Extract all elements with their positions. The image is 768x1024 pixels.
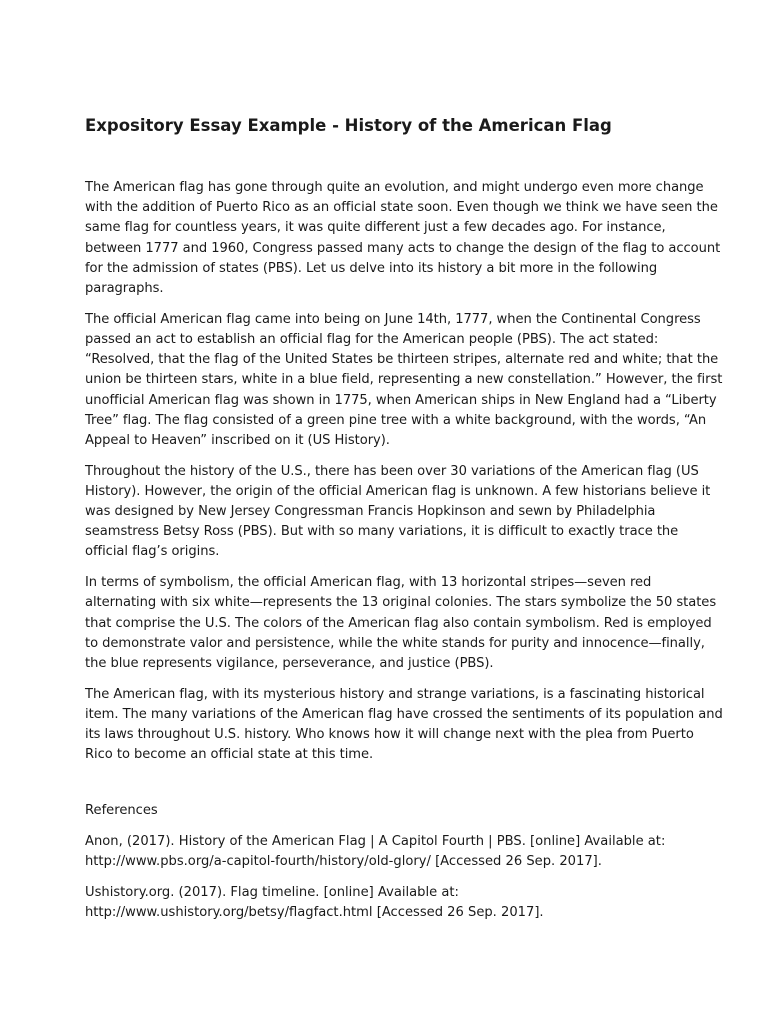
references-heading: References bbox=[85, 803, 158, 818]
paragraph-origin: The official American flag came into being on June 14th, 1777, when the Continental Congress passed an act to establish an official flag for the American people (PBS). The act stated: “Resolved, that the flag of the United States be thirteen stripes, alternate red and white; that the union be thirteen stars, white in a blue field, representing a new constellation.” However, the first unofficial American flag was shown in 1775, when American ships in New England had a “Liberty Tree” flag. The flag consisted of a green pine tree with a white background, with the words, “An Appeal to Heaven” inscribed on it (US History). bbox=[85, 311, 723, 448]
paragraph-variations: Throughout the history of the U.S., there has been over 30 variations of the American flag (US History). However, the origin of the official American flag is unknown. A few historians believe it was designed by New Jersey Congressman Francis Hopkinson and sewn by Philadelphia seamstress Betsy Ross (PBS). But with so many variations, it is difficult to exactly trace the official flag’s origins. bbox=[85, 463, 711, 560]
reference-url: http://www.ushistory.org/betsy/flagfact.html [Accessed 26 Sep. 2017]. bbox=[85, 905, 544, 921]
references-list bbox=[85, 832, 725, 934]
paragraph-conclusion: The American flag, with its mysterious history and strange variations, is a fascinating historical item. The many variations of the American flag have crossed the sentiments of its population and its laws throughout U.S. history. Who knows how it will change next with the plea from Puerto Rico to become an official state at this time. bbox=[85, 686, 723, 763]
paragraph-symbolism: In terms of symbolism, the official American flag, with 13 horizontal stripes—seven red alternating with six white—represents the 13 original colonies. The stars symbolize the 50 states that comprise the U.S. The colors of the American flag also contain symbolism. Red is employed to demonstrate valor and persistence, while the white stands for purity and innocence—finally, the blue represents vigilance, perseverance, and justice (PBS). bbox=[85, 575, 717, 671]
essay-body bbox=[85, 178, 725, 776]
reference-item bbox=[85, 832, 725, 872]
paragraph-intro: The American flag has gone through quite an evolution, and might undergo even more change with the addition of Puerto Rico as an official state soon. Even though we think we have seen the same flag for countless years, it was quite different just a few decades ago. For instance, between 1777 and 1960, Congress passed many acts to change the design of the flag to account for the admission of states (PBS). Let us delve into its history a bit more in the following paragraphs. bbox=[85, 180, 721, 297]
document-title: Expository Essay Example - History of the American Flag bbox=[85, 116, 612, 135]
reference-citation: Anon, (2017). History of the American Flag | A Capitol Fourth | PBS. [online] Available at: bbox=[85, 834, 666, 849]
reference-citation: Ushistory.org. (2017). Flag timeline. [online] Available at: bbox=[85, 884, 459, 900]
reference-item bbox=[85, 883, 725, 923]
reference-url: http://www.pbs.org/a-capitol-fourth/history/old-glory/ [Accessed 26 Sep. 2017]. bbox=[85, 854, 602, 870]
